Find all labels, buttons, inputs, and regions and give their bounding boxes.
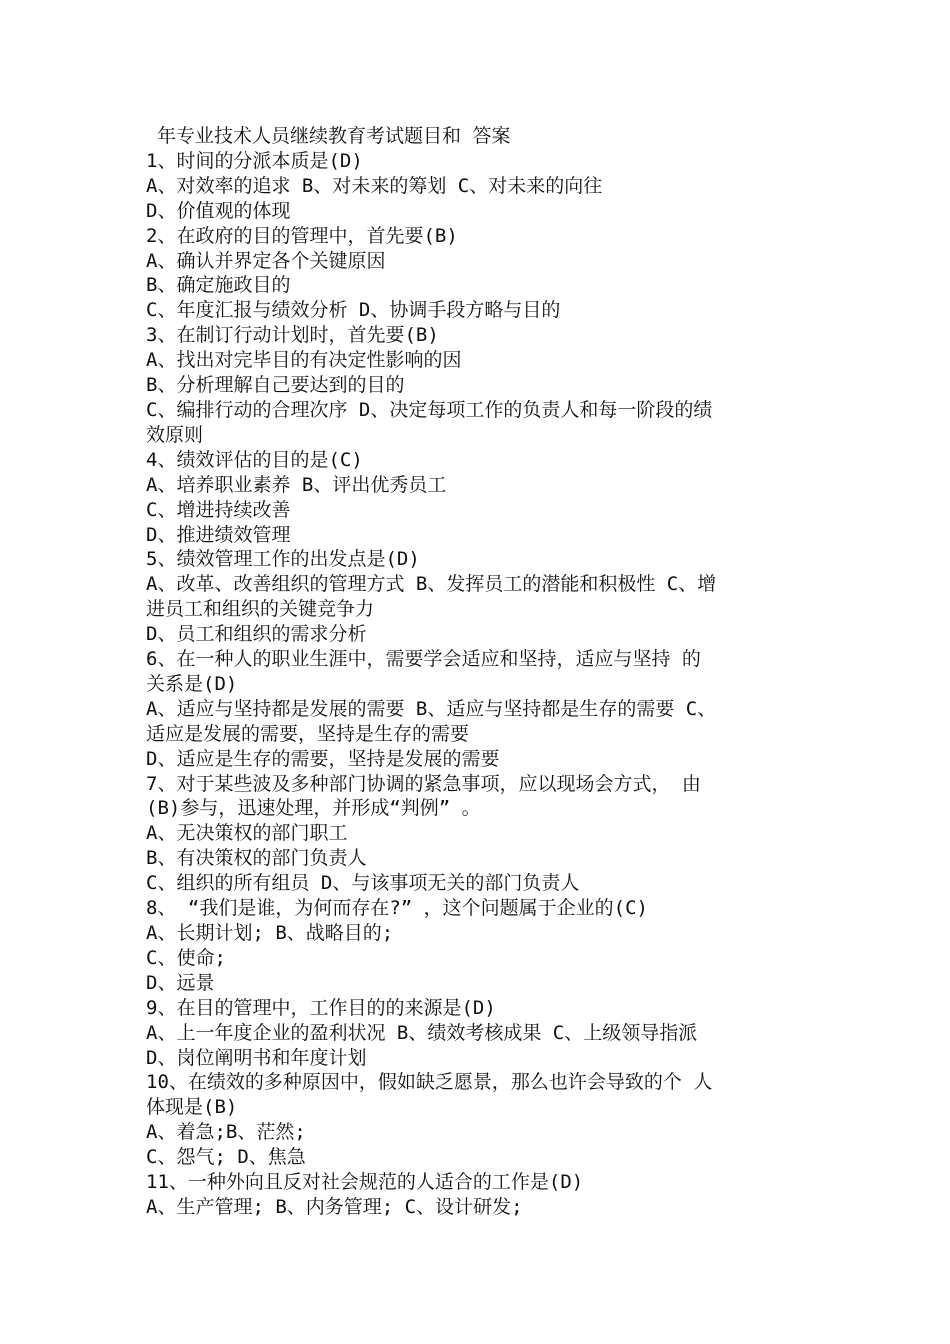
text-line: C、增进持续改善 (146, 498, 291, 521)
text-line: 关系是(D) (146, 672, 238, 695)
text-line: A、长期计划; B、战略目的; (146, 922, 394, 944)
text-line: 适应是发展的需要，坚持是生存的需要 (146, 722, 470, 745)
text-line: 效原则 (146, 423, 204, 446)
text-line: D、岗位阐明书和年度计划 (146, 1046, 367, 1069)
text-line: 2、在政府的目的管理中，首先要(B) (146, 224, 458, 247)
text-line: D、适应是生存的需要，坚持是发展的需要 (146, 747, 500, 770)
text-line: A、对效率的追求 B、对未来的筹划 C、对未来的向往 (146, 174, 603, 197)
text-line: 4、绩效评估的目的是(C) (146, 448, 363, 471)
text-line: A、培养职业素养 B、评出优秀员工 (146, 473, 447, 496)
document-body (146, 124, 816, 1220)
text-line: A、生产管理; B、内务管理; C、设计研发; (146, 1195, 523, 1218)
text-line: 3、在制订行动计划时，首先要(B) (146, 324, 439, 347)
text-line: A、找出对完毕目的有决定性影响的因 (146, 349, 462, 372)
text-line: 进员工和组织的关键竞争力 (146, 598, 375, 621)
text-line: D、价值观的体现 (146, 199, 291, 222)
text-line: A、确认并界定各个关键原因 (146, 249, 386, 272)
text-line: 9、在目的管理中，工作目的的来源是(D) (146, 996, 496, 1019)
text-line: A、无决策权的部门职工 (146, 822, 348, 845)
text-line: 8、 “我们是谁，为何而存在?” ，这个问题属于企业的(C) (146, 897, 648, 920)
text-line: C、组织的所有组员 D、与该事项无关的部门负责人 (146, 872, 580, 895)
text-line: B、有决策权的部门负责人 (146, 847, 367, 870)
text-line: A、上一年度企业的盈利状况 B、绩效考核成果 C、上级领导指派 (146, 1021, 698, 1044)
text-line: 7、对于某些波及多种部门协调的紧急事项，应以现场会方式， 由 (146, 772, 701, 795)
text-line: (B)参与，迅速处理，并形成“判例” 。 (146, 797, 481, 820)
text-line: C、使命; (146, 946, 226, 969)
text-line: C、怨气; D、焦急 (146, 1146, 306, 1169)
text-line: 10、在绩效的多种原因中，假如缺乏愿景，那么也许会导致的个 人 (146, 1071, 713, 1094)
document-title: 年专业技术人员继续教育考试题目和 答案 (157, 125, 511, 147)
text-line: 1、时间的分派本质是(D) (146, 149, 363, 172)
text-line: C、编排行动的合理次序 D、决定每项工作的负责人和每一阶段的绩 (146, 398, 713, 421)
text-line: 5、绩效管理工作的出发点是(D) (146, 548, 420, 571)
text-line: B、确定施政目的 (146, 274, 291, 297)
text-line: A、适应与坚持都是发展的需要 B、适应与坚持都是生存的需要 C、 (146, 697, 717, 720)
text-line: B、分析理解自己要达到的目的 (146, 374, 405, 397)
text-line: D、员工和组织的需求分析 (146, 623, 367, 646)
text-line: 6、在一种人的职业生涯中，需要学会适应和坚持，适应与坚持 的 (146, 648, 701, 671)
text-line: C、年度汇报与绩效分析 D、协调手段方略与目的 (146, 299, 561, 322)
text-line: A、改革、改善组织的管理方式 B、发挥员工的潜能和积极性 C、增 (146, 573, 717, 596)
text-line: 体现是(B) (146, 1096, 238, 1119)
text-line: A、着急;B、茫然; (146, 1121, 306, 1144)
text-line: D、远景 (146, 971, 215, 994)
text-line: D、推进绩效管理 (146, 523, 291, 546)
text-line: 11、一种外向且反对社会规范的人适合的工作是(D) (146, 1171, 584, 1194)
